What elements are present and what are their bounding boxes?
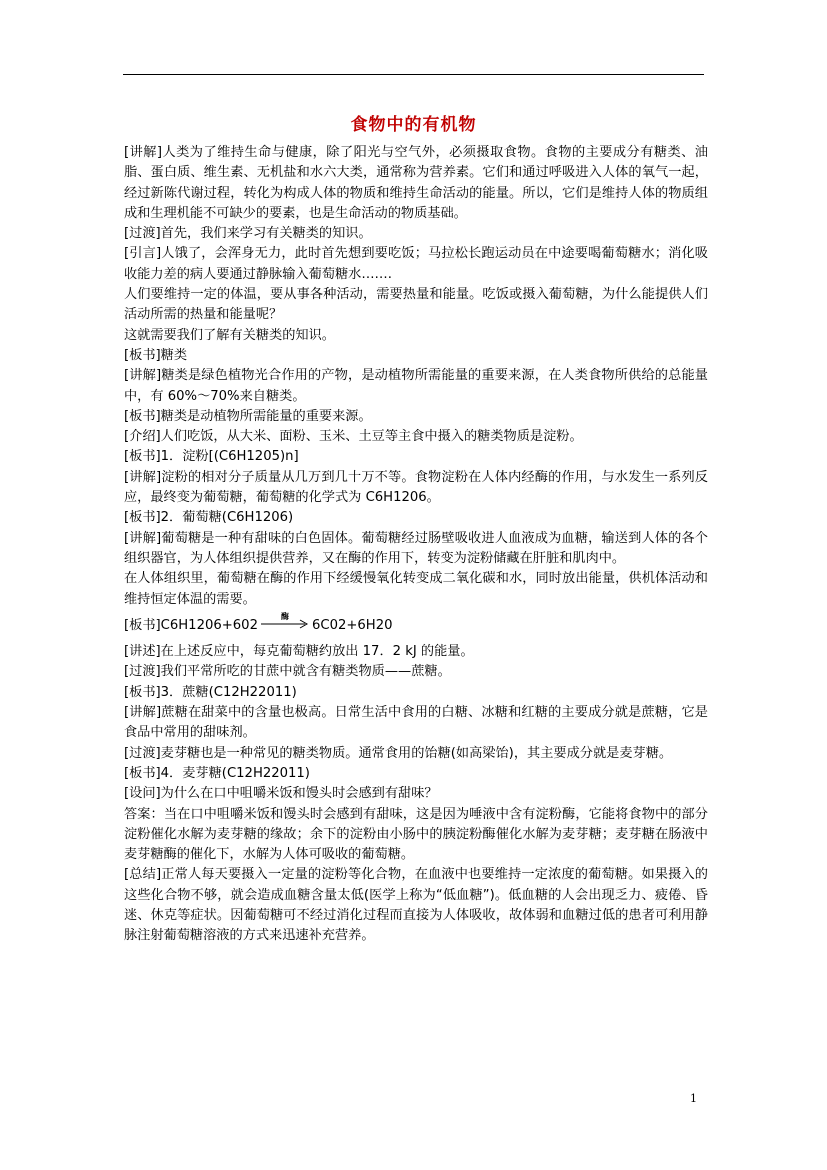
paragraph: [讲述]在上述反应中，每克葡萄糖约放出 17．2 kJ 的能量。 <box>124 644 474 660</box>
header-rule <box>123 74 704 75</box>
paragraph: [板书]糖类是动植物所需能量的重要来源。 <box>124 408 372 424</box>
paragraph: [总结]正常人每天要摄入一定量的淀粉等化合物，在血液中也要维持一定浓度的葡萄糖。如果摄入的这些化合物不够，就会造成血糖含量太低(医学上称为“低血糖”)。低血糖的人会出现乏力、疲倦、昏迷、休克等症状。因葡萄糖可不经过消化过程而直接为人体吸收，故体弱和血糖过低的患者可利用静脉注射葡萄糖溶液的方式来迅速补充营养。 <box>124 867 708 944</box>
paragraph: [设问]为什么在口中咀嚼米饭和馒头时会感到有甜味？ <box>124 786 438 802</box>
paragraph: 这就需要我们了解有关糖类的知识。 <box>124 327 335 343</box>
paragraph: [讲解]蔗糖在甜菜中的含量也极高。日常生活中食用的白糖、冰糖和红糖的主要成分就是蔗糖，它是食品中常用的甜味剂。 <box>124 705 708 741</box>
paragraph: [过渡]我们平常所吃的甘蔗中就含有糖类物质——蔗糖。 <box>124 664 451 680</box>
paragraph: [介绍]人们吃饭，从大米、面粉、玉米、土豆等主食中摄入的糖类物质是淀粉。 <box>124 429 583 445</box>
page-title: 食物中的有机物 <box>350 115 477 135</box>
paragraph: 答案：当在口中咀嚼米饭和馒头时会感到有甜味，这是因为唾液中含有淀粉酶，它能将食物中的部分淀粉催化水解为麦芽糖的缘故；余下的淀粉由小肠中的胰淀粉酶催化水解为麦芽糖；麦芽糖在肠液中麦芽糖酶的催化下，水解为人体可吸收的葡萄糖。 <box>124 806 708 863</box>
chemical-equation <box>124 611 708 636</box>
paragraph: 在人体组织里，葡萄糖在酶的作用下经缓慢氧化转变成二氧化碳和水，同时放出能量，供机体活动和维持恒定体温的需要。 <box>124 571 708 607</box>
paragraph: [讲解]淀粉的相对分子质量从几万到几十万不等。食物淀粉在人体内经酶的作用，与水发生一系列反应，最终变为葡萄糖，葡萄糖的化学式为 C6H1206。 <box>124 469 708 506</box>
paragraph: [板书]1．淀粉[(C6H1205)n] <box>124 449 299 465</box>
paragraph: [板书]4．麦芽糖(C12H22011) <box>124 765 310 781</box>
paragraph: 人们要维持一定的体温，要从事各种活动，需要热量和能量。吃饭或摄入葡萄糖，为什么能提供人们活动所需的热量和能量呢？ <box>124 287 708 323</box>
paragraph: [板书]糖类 <box>124 347 188 363</box>
paragraph: [板书]3．蔗糖(C12H22011) <box>124 684 297 700</box>
paragraph: [板书]2．葡萄糖(C6H1206) <box>124 510 294 526</box>
paragraph: [讲解]葡萄糖是一种有甜味的白色固体。葡萄糖经过肠壁吸收进人血液成为血糖，输送到人体的各个组织器官，为人体组织提供营养，又在酶的作用下，转变为淀粉储藏在肝脏和肌肉中。 <box>124 530 708 566</box>
paragraph: [讲解]人类为了维持生命与健康，除了阳光与空气外，必须摄取食物。食物的主要成分有糖类、油脂、蛋白质、维生素、无机盐和水六大类，通常称为营养素。它们和通过呼吸进入人体的氧气一起，经过新陈代谢过程，转化为构成人体的物质和维持生命活动的能量。所以，它们是维持人体的物质组成和生理机能不可缺少的要素，也是生命活动的物质基础。 <box>124 145 708 221</box>
paragraph: [过渡]首先，我们来学习有关糖类的知识。 <box>124 226 372 242</box>
paragraph: [过渡]麦芽糖也是一种常见的糖类物质。通常食用的饴糖(如高梁饴)，其主要成分就是麦芽糖。 <box>124 745 673 761</box>
equation-rhs: 6C02+6H20 <box>311 617 393 633</box>
reaction-arrow <box>259 611 311 632</box>
arrow-condition-label: 酶 <box>280 611 289 621</box>
document-body <box>124 143 708 947</box>
equation-lhs: [板书]C6H1206+602 <box>124 617 258 633</box>
paragraph: [讲解]糖类是绿色植物光合作用的产物，是动植物所需能量的重要来源，在人类食物所供给的总能量中，有 60%～70%来自糖类。 <box>124 368 708 404</box>
paragraph: [引言]人饿了，会浑身无力，此时首先想到要吃饭；马拉松长跑运动员在中途要喝葡萄糖水；消化吸收能力差的病人要通过静脉输入葡萄糖水……. <box>124 246 708 282</box>
page-number: 1 <box>690 1092 697 1105</box>
